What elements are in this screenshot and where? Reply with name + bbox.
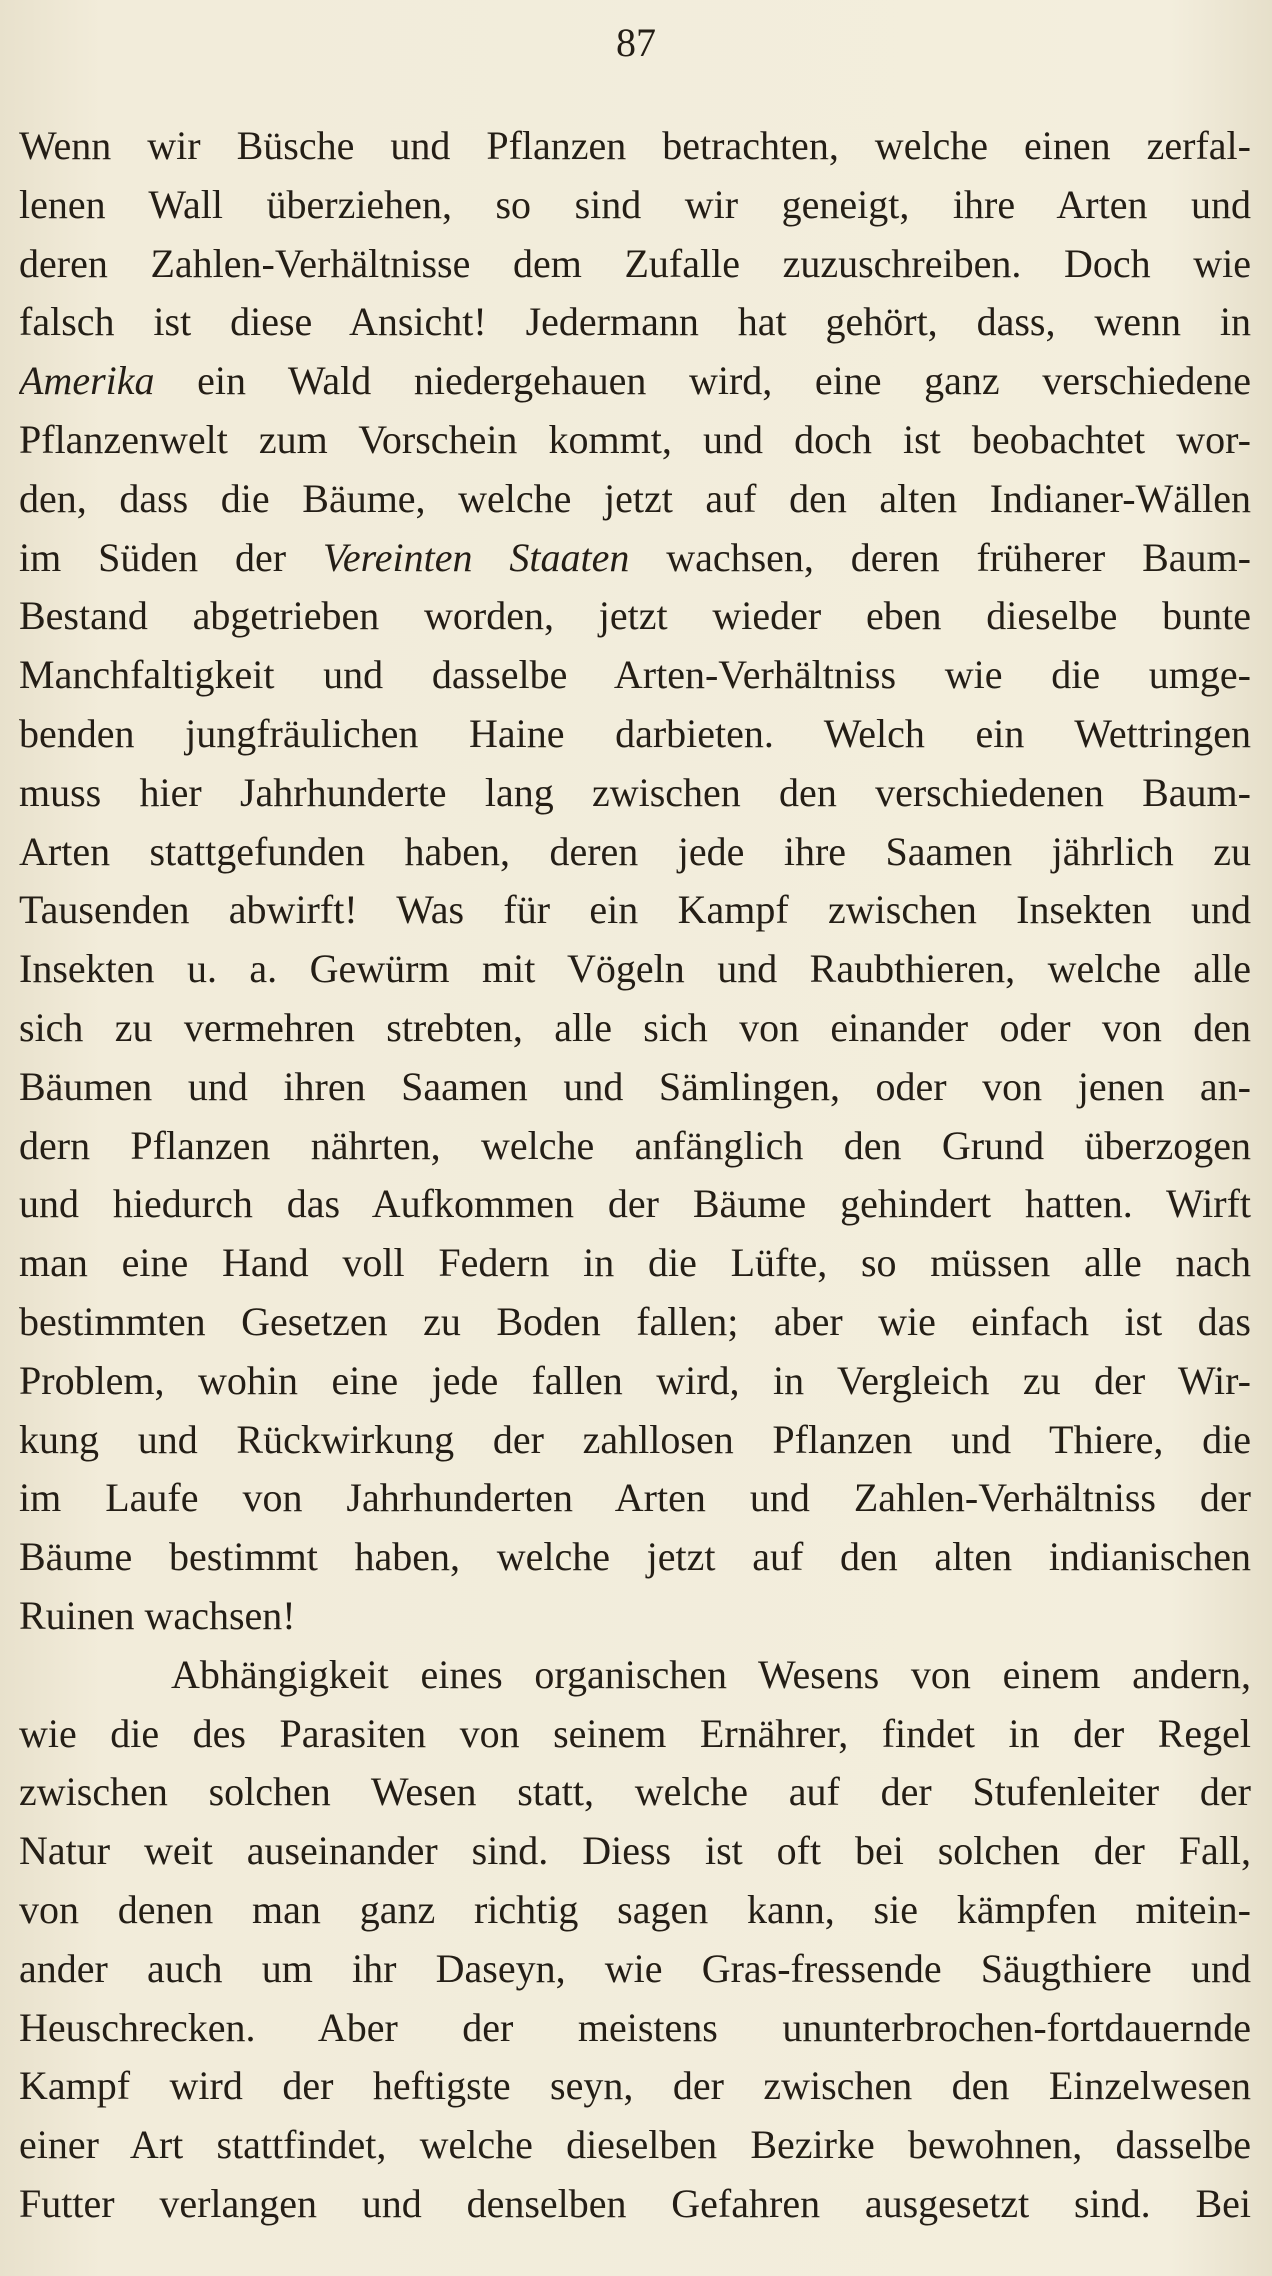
text-line bbox=[19, 823, 1251, 882]
text-segment: wie die des Parasiten von seinem Ernährer, findet in der Regel bbox=[19, 1710, 1251, 1756]
text-segment: wachsen, deren früherer Baum- bbox=[629, 534, 1251, 580]
text-segment: von denen man ganz richtig sagen kann, sie kämpfen mitein- bbox=[19, 1886, 1251, 1932]
text-segment: Arten stattgefunden haben, deren jede ihre Saamen jährlich zu bbox=[19, 828, 1251, 874]
text-line bbox=[19, 881, 1251, 940]
text-segment: benden jungfräulichen Haine darbieten. Welch ein Wettringen bbox=[19, 710, 1251, 756]
text-line bbox=[19, 2057, 1251, 2116]
text-line bbox=[19, 1646, 1251, 1705]
text-line bbox=[19, 352, 1251, 411]
text-line bbox=[19, 117, 1251, 176]
text-segment: Bäumen und ihren Saamen und Sämlingen, oder von jenen an- bbox=[19, 1063, 1251, 1109]
text-line bbox=[19, 293, 1251, 352]
text-line bbox=[19, 1469, 1251, 1528]
text-segment: sich zu vermehren strebten, alle sich von einander oder von den bbox=[19, 1004, 1251, 1050]
text-line bbox=[19, 1587, 1251, 1646]
text-segment: zwischen solchen Wesen statt, welche auf der Stufenleiter der bbox=[19, 1769, 1251, 1815]
text-line bbox=[19, 2175, 1251, 2234]
text-line bbox=[19, 235, 1251, 294]
text-segment: Pflanzenwelt zum Vorschein kommt, und doch ist beobachtet wor- bbox=[19, 416, 1251, 462]
text-line bbox=[19, 705, 1251, 764]
text-segment: Problem, wohin eine jede fallen wird, in Vergleich zu der Wir- bbox=[19, 1357, 1251, 1403]
text-line bbox=[19, 1058, 1251, 1117]
text-segment: Insekten u. a. Gewürm mit Vögeln und Raubthieren, welche alle bbox=[19, 946, 1251, 992]
text-line bbox=[19, 1999, 1251, 2058]
text-segment: kung und Rückwirkung der zahllosen Pflanzen und Thiere, die bbox=[19, 1416, 1251, 1462]
text-line bbox=[19, 2116, 1251, 2175]
text-line bbox=[19, 1411, 1251, 1470]
page-number: 87 bbox=[616, 20, 656, 65]
text-line bbox=[19, 646, 1251, 705]
text-segment: dern Pflanzen nährten, welche anfänglich den Grund überzogen bbox=[19, 1122, 1251, 1168]
text-segment: Bäume bestimmt haben, welche jetzt auf den alten indianischen bbox=[19, 1534, 1251, 1580]
text-segment: Manchfaltigkeit und dasselbe Arten-Verhältniss wie die umge- bbox=[19, 652, 1251, 698]
text-line bbox=[19, 1117, 1251, 1176]
text-segment: Kampf wird der heftigste seyn, der zwischen den Einzelwesen bbox=[19, 2063, 1251, 2109]
text-segment: ein Wald niedergehauen wird, eine ganz verschiedene bbox=[154, 358, 1251, 404]
text-segment: Wenn wir Büsche und Pflanzen betrachten, welche einen zerfal- bbox=[19, 123, 1251, 168]
text-segment: falsch ist diese Ansicht! Jedermann hat gehört, dass, wenn in bbox=[19, 299, 1251, 345]
text-line bbox=[19, 1822, 1251, 1881]
text-line bbox=[19, 999, 1251, 1058]
text-segment: Bestand abgetrieben worden, jetzt wieder eben dieselbe bunte bbox=[19, 593, 1251, 639]
text-segment: Tausenden abwirft! Was für ein Kampf zwischen Insekten und bbox=[19, 887, 1251, 933]
text-segment: im Süden der bbox=[19, 534, 323, 580]
text-segment: und hiedurch das Aufkommen der Bäume gehindert hatten. Wirft bbox=[19, 1181, 1251, 1227]
text-segment: im Laufe von Jahrhunderten Arten und Zahlen-Verhältniss der bbox=[19, 1475, 1251, 1521]
text-line bbox=[19, 411, 1251, 470]
text-segment: den, dass die Bäume, welche jetzt auf den alten Indianer-Wällen bbox=[19, 475, 1251, 521]
text-line bbox=[19, 1705, 1251, 1764]
body-text bbox=[19, 117, 1251, 2234]
text-segment: Ruinen wachsen! bbox=[19, 1592, 296, 1638]
text-line bbox=[19, 940, 1251, 999]
text-line bbox=[19, 529, 1251, 588]
text-line bbox=[19, 176, 1251, 235]
text-line bbox=[19, 1528, 1251, 1587]
text-segment: Heuschrecken. Aber der meistens ununterbrochen-fortdauernde bbox=[19, 2004, 1251, 2050]
text-line bbox=[19, 1881, 1251, 1940]
text-line bbox=[19, 470, 1251, 529]
italic-text: Vereinten Staaten bbox=[322, 534, 630, 580]
text-line bbox=[19, 764, 1251, 823]
text-segment: deren Zahlen-Verhältnisse dem Zufalle zuzuschreiben. Doch wie bbox=[19, 240, 1251, 286]
text-segment: lenen Wall überziehen, so sind wir geneigt, ihre Arten und bbox=[19, 181, 1251, 227]
text-line bbox=[19, 1352, 1251, 1411]
text-segment: Natur weit auseinander sind. Diess ist oft bei solchen der Fall, bbox=[19, 1828, 1251, 1874]
text-segment: muss hier Jahrhunderte lang zwischen den verschiedenen Baum- bbox=[19, 769, 1251, 815]
text-segment: Futter verlangen und denselben Gefahren ausgesetzt sind. Bei bbox=[19, 2180, 1251, 2226]
text-line bbox=[19, 587, 1251, 646]
text-segment: Abhängigkeit eines organischen Wesens von einem andern, bbox=[171, 1651, 1251, 1697]
text-line bbox=[19, 1763, 1251, 1822]
text-line bbox=[19, 1940, 1251, 1999]
text-line bbox=[19, 1175, 1251, 1234]
text-line bbox=[19, 1293, 1251, 1352]
text-segment: man eine Hand voll Federn in die Lüfte, so müssen alle nach bbox=[19, 1240, 1251, 1286]
text-segment: bestimmten Gesetzen zu Boden fallen; aber wie einfach ist das bbox=[19, 1298, 1251, 1344]
italic-text: Amerika bbox=[19, 358, 155, 404]
text-segment: einer Art stattfindet, welche dieselben Bezirke bewohnen, dasselbe bbox=[19, 2122, 1251, 2168]
text-line bbox=[19, 1234, 1251, 1293]
text-segment: ander auch um ihr Daseyn, wie Gras-fressende Säugthiere und bbox=[19, 1945, 1251, 1991]
